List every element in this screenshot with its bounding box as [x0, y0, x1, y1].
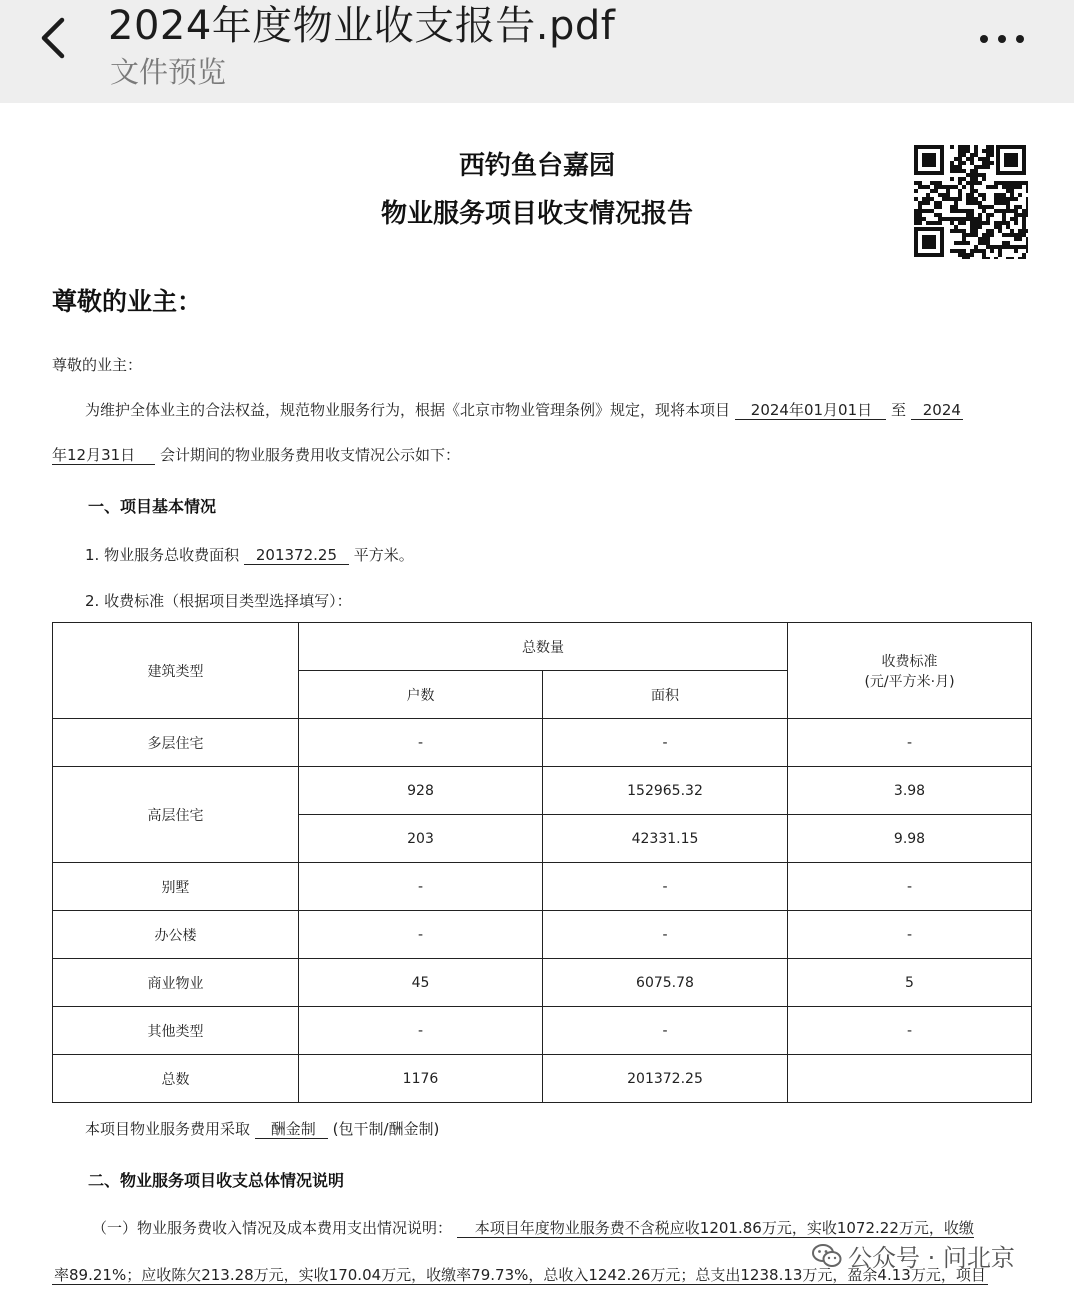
row-type: 商业物业	[53, 959, 299, 1007]
fee-mode-label: 本项目物业服务费用采取	[85, 1120, 251, 1138]
qr-code	[912, 143, 1028, 259]
table-row	[53, 959, 1032, 1007]
item1-unit: 平方米。	[353, 546, 414, 564]
back-button[interactable]	[30, 10, 80, 66]
row-households: -	[299, 863, 543, 911]
item1	[85, 544, 414, 565]
row-fee: 3.98	[788, 767, 1032, 815]
row-type: 别墅	[53, 863, 299, 911]
table-row	[53, 863, 1032, 911]
fee-mode-value: 酬金制	[255, 1120, 328, 1139]
row-fee: 9.98	[788, 815, 1032, 863]
watermark-text: 公众号 · 问北京	[848, 1244, 1015, 1272]
row-households: 1176	[299, 1055, 543, 1103]
header-fee	[788, 623, 1032, 719]
more-button[interactable]	[972, 24, 1032, 54]
table-row	[53, 719, 1032, 767]
row-households: 45	[299, 959, 543, 1007]
file-subtitle: 文件预览	[110, 55, 227, 89]
top-bar	[0, 0, 1074, 103]
explain-label: （一）物业服务费收入情况及成本费用支出情况说明：	[92, 1219, 453, 1237]
row-area: 201372.25	[543, 1055, 788, 1103]
intro-line1	[85, 399, 963, 420]
header-fee-line2: (元/平方米·月)	[864, 673, 955, 690]
table-row	[53, 1007, 1032, 1055]
row-area: 6075.78	[543, 959, 788, 1007]
salutation: 尊敬的业主：	[52, 356, 143, 374]
explain-text1: 本项目年度物业服务费不含税应收1201.86万元，实收1072.22万元，收缴	[457, 1219, 974, 1238]
wechat-icon	[812, 1243, 842, 1275]
chevron-left-icon	[30, 10, 80, 66]
explain-text2: 率89.21%；应收陈欠213.28万元，实收170.04万元，收缴率79.73%，总收入1242.26万元；总支出1238.13万元，盈余4.13万元，项目	[54, 1266, 986, 1284]
header-fee-line1: 收费标准	[881, 653, 938, 670]
row-type: 高层住宅	[53, 767, 299, 863]
header-total: 总数量	[299, 623, 788, 671]
row-area: -	[543, 911, 788, 959]
row-fee: -	[788, 911, 1032, 959]
section2-heading: 二、物业服务项目收支总体情况说明	[88, 1171, 345, 1190]
fee-mode	[85, 1118, 439, 1139]
row-area: -	[543, 719, 788, 767]
end-date: 年12月31日	[52, 446, 155, 465]
row-area: -	[543, 1007, 788, 1055]
table-row	[53, 911, 1032, 959]
more-horizontal-icon	[972, 24, 1032, 54]
header-type: 建筑类型	[53, 623, 299, 719]
doc-title-line2: 物业服务项目收支情况报告	[380, 199, 693, 229]
row-type: 多层住宅	[53, 719, 299, 767]
fee-mode-options: (包干制/酬金制)	[332, 1120, 440, 1138]
intro-to: 至	[890, 401, 906, 419]
row-households: -	[299, 911, 543, 959]
intro-text1: 为维护全体业主的合法权益，规范物业服务行为，根据《北京市物业管理条例》规定，现将本项目	[85, 401, 731, 419]
intro-text2: 会计期间的物业服务费用收支情况公示如下：	[159, 446, 460, 464]
row-type: 其他类型	[53, 1007, 299, 1055]
row-households: -	[299, 719, 543, 767]
row-area: 42331.15	[543, 815, 788, 863]
header-households: 户数	[299, 671, 543, 719]
item1-label: 1. 物业服务总收费面积	[85, 546, 240, 564]
table-row	[53, 767, 1032, 815]
row-fee: 5	[788, 959, 1032, 1007]
end-year: 2024	[911, 401, 963, 420]
row-households: 203	[299, 815, 543, 863]
file-title: 2024年度物业收支报告.pdf	[108, 3, 616, 49]
row-fee	[788, 1055, 1032, 1103]
section1-heading: 一、项目基本情况	[88, 497, 217, 516]
row-area: 152965.32	[543, 767, 788, 815]
row-type: 办公楼	[53, 911, 299, 959]
start-date: 2024年01月01日	[735, 401, 886, 420]
row-type: 总数	[53, 1055, 299, 1103]
row-households: 928	[299, 767, 543, 815]
row-fee: -	[788, 863, 1032, 911]
row-fee: -	[788, 719, 1032, 767]
doc-title-line1: 西钓鱼台嘉园	[458, 151, 615, 181]
greeting-heading: 尊敬的业主：	[52, 287, 203, 316]
item2: 2. 收费标准（根据项目类型选择填写）：	[85, 592, 352, 610]
watermark	[812, 1238, 1015, 1275]
row-fee: -	[788, 1007, 1032, 1055]
table-row	[53, 1055, 1032, 1103]
item1-value: 201372.25	[244, 546, 349, 565]
explain-line1	[92, 1217, 974, 1238]
fee-table	[52, 622, 1032, 1103]
row-households: -	[299, 1007, 543, 1055]
header-area: 面积	[543, 671, 788, 719]
row-area: -	[543, 863, 788, 911]
intro-line2	[52, 444, 460, 465]
